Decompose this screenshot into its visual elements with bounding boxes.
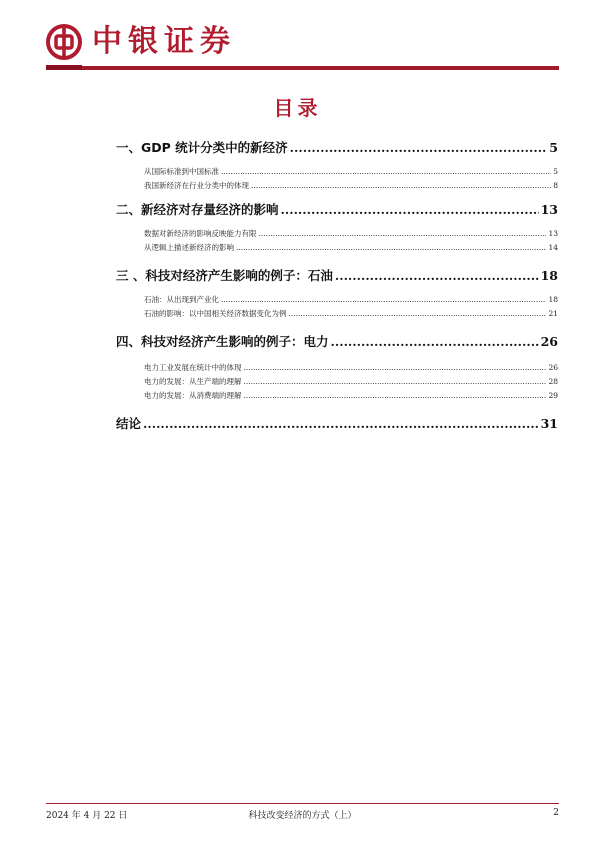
toc-section-page: 13 bbox=[540, 202, 558, 217]
toc-section-entry[interactable] bbox=[116, 266, 558, 286]
toc-subsection-label: 石油：从出现到产业化 bbox=[144, 295, 219, 304]
toc-leader-dots bbox=[259, 229, 547, 238]
toc-section-label: 三 、科技对经济产生影响的例子：石油 bbox=[116, 268, 333, 283]
toc-section-page: 5 bbox=[549, 140, 558, 155]
toc-subsection-entry[interactable] bbox=[116, 294, 558, 308]
toc-subsection-page: 5 bbox=[553, 167, 558, 176]
toc-section-entry[interactable] bbox=[116, 200, 558, 220]
toc-subsection-page: 18 bbox=[548, 295, 558, 304]
toc-leader-dots bbox=[244, 377, 547, 386]
toc-leader-dots bbox=[335, 268, 539, 283]
toc-subsection-entry[interactable] bbox=[116, 390, 558, 404]
toc-section-page: 26 bbox=[540, 334, 558, 349]
toc-subsection-page: 26 bbox=[548, 363, 558, 372]
toc-subsection-label: 电力的发展：从消费端的理解 bbox=[144, 391, 242, 400]
toc-section-label: 结论 bbox=[116, 416, 142, 431]
toc-subsection-label: 石油的影响：以中国相关经济数据变化为例 bbox=[144, 309, 287, 318]
bank-of-china-logo-icon bbox=[46, 24, 82, 60]
toc-subsection-entry[interactable] bbox=[116, 308, 558, 322]
toc-subsection-entry[interactable] bbox=[116, 242, 558, 256]
toc-subsection-page: 14 bbox=[548, 243, 558, 252]
toc-subsection-label: 我国新经济在行业分类中的体现 bbox=[144, 181, 249, 190]
toc-leader-dots bbox=[290, 140, 548, 155]
toc-subsection-page: 8 bbox=[553, 181, 558, 190]
toc-leader-dots bbox=[143, 416, 539, 431]
header-divider bbox=[46, 66, 559, 70]
toc-subsection-page: 28 bbox=[548, 377, 558, 386]
toc-subsection-label: 电力工业发展在统计中的体现 bbox=[144, 363, 242, 372]
footer-date: 2024 年 4 月 22 日 bbox=[46, 811, 128, 821]
toc-subsection-label: 从逻辑上描述新经济的影响 bbox=[144, 243, 234, 252]
toc-subsection-label: 电力的发展：从生产端的理解 bbox=[144, 377, 242, 386]
toc-leader-dots bbox=[221, 167, 551, 176]
toc-subsection-page: 21 bbox=[548, 309, 558, 318]
toc-section-page: 31 bbox=[540, 416, 558, 431]
toc-leader-dots bbox=[281, 202, 539, 217]
toc-subsection-entry[interactable] bbox=[116, 228, 558, 242]
footer-divider bbox=[46, 803, 559, 804]
toc-section-entry[interactable] bbox=[116, 414, 558, 434]
toc-leader-dots bbox=[221, 295, 546, 304]
table-of-contents bbox=[116, 138, 558, 434]
toc-leader-dots bbox=[289, 309, 547, 318]
toc-leader-dots bbox=[251, 181, 551, 190]
footer-doc-title: 科技改变经济的方式（上） bbox=[248, 811, 357, 821]
brand-name: 中银证券 bbox=[92, 24, 236, 59]
toc-subsection-label: 数据对新经济的影响反映能力有限 bbox=[144, 229, 257, 238]
toc-subsection-entry[interactable] bbox=[116, 166, 558, 180]
toc-subsection-page: 13 bbox=[548, 229, 558, 238]
toc-subsection-entry[interactable] bbox=[116, 362, 558, 376]
toc-leader-dots bbox=[236, 243, 546, 252]
toc-leader-dots bbox=[244, 363, 547, 372]
toc-section-entry[interactable] bbox=[116, 138, 558, 158]
toc-leader-dots bbox=[244, 391, 547, 400]
toc-section-label: 二、新经济对存量经济的影响 bbox=[116, 202, 279, 217]
toc-section-label: 一、GDP 统计分类中的新经济 bbox=[116, 140, 288, 155]
toc-section-page: 18 bbox=[540, 268, 558, 283]
toc-section-label: 四、科技对经济产生影响的例子：电力 bbox=[116, 334, 329, 349]
toc-subsection-page: 29 bbox=[548, 391, 558, 400]
toc-subsection-label: 从国际标准到中国标准 bbox=[144, 167, 219, 176]
toc-subsection-entry[interactable] bbox=[116, 376, 558, 390]
header-divider-accent bbox=[46, 65, 82, 70]
toc-section-entry[interactable] bbox=[116, 332, 558, 352]
toc-leader-dots bbox=[331, 334, 539, 349]
page-header bbox=[46, 20, 559, 70]
toc-subsection-entry[interactable] bbox=[116, 180, 558, 194]
footer-page-number: 2 bbox=[553, 808, 559, 818]
toc-title: 目录 bbox=[273, 96, 322, 120]
